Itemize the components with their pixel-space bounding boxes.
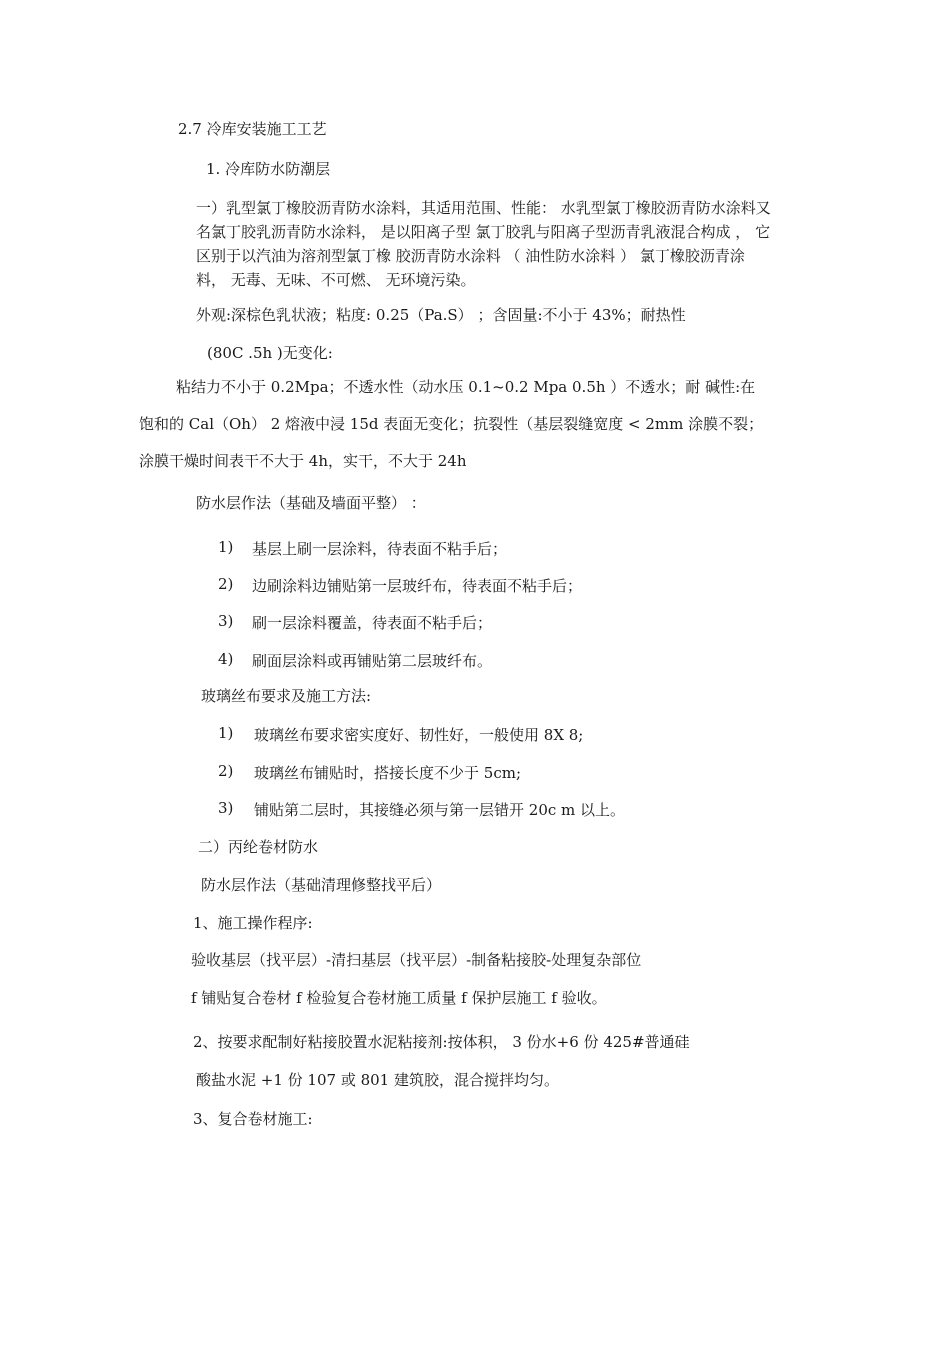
step1-line-2: f 铺贴复合卷材 f 检验复合卷材施工质量 f 保护层施工 f 验收。 (191, 989, 607, 1007)
part1-heading-line-1: 一）乳型氯丁橡胶沥青防水涂料，其适用范围、性能： 水乳型氯丁橡胶沥青防水涂料又 (196, 199, 771, 217)
section-title: 2.7 冷库安装施工工艺 (178, 120, 327, 138)
step3-heading: 3、复合卷材施工: (193, 1110, 313, 1128)
glass-heading: 玻璃丝布要求及施工方法: (201, 687, 372, 705)
step1-heading: 1、施工操作程序: (193, 914, 313, 932)
part2-heading: 二）丙纶卷材防水 (198, 838, 319, 856)
step2-line-1: 2、按要求配制好粘接胶置水泥粘接剂:按体积， 3 份水+6 份 425#普通硅 (193, 1033, 690, 1051)
method-step-1-num: 1) (218, 538, 234, 556)
step1-line-1: 验收基层（找平层）-清扫基层（找平层）-制备粘接胶-处理复杂部位 (191, 951, 642, 969)
part1-heading-line-3: 区别于以汽油为溶剂型氯丁橡 胶沥青防水涂料 （ 油性防水涂料 ） 氯丁橡胶沥青涂 (196, 247, 745, 265)
glass-step-2-num: 2) (218, 762, 234, 780)
props-line-4: 饱和的 Cal（Oh） 2 熔液中浸 15d 表面无变化；抗裂性（基层裂缝宽度 < 2mm 涂膜不裂； (139, 415, 764, 433)
props-line-2: (80C .5h )无变化: (207, 344, 333, 362)
method-step-2-text: 边刷涂料边铺贴第一层玻纤布，待表面不粘手后； (252, 577, 583, 595)
method-heading: 防水层作法（基础及墙面平整） ： (196, 494, 426, 512)
glass-step-3-num: 3) (218, 799, 234, 817)
method-step-4-text: 刷面层涂料或再铺贴第二层玻纤布。 (252, 652, 493, 670)
props-line-5: 涂膜干燥时间表干不大于 4h，实干，不大于 24h (139, 452, 467, 470)
glass-step-1-num: 1) (218, 724, 234, 742)
glass-step-3-text: 铺贴第二层时，其接缝必须与第一层错开 20c m 以上。 (254, 801, 626, 819)
method-step-3-text: 刷一层涂料覆盖，待表面不粘手后； (252, 614, 493, 632)
method-step-4-num: 4) (218, 650, 234, 668)
section-subtitle: 1. 冷库防水防潮层 (206, 160, 331, 178)
method-step-3-num: 3) (218, 612, 234, 630)
step2-line-2: 酸盐水泥 +1 份 107 或 801 建筑胶，混合搅拌均匀。 (196, 1071, 559, 1089)
glass-step-1-text: 玻璃丝布要求密实度好、韧性好，一般使用 8X 8; (254, 726, 584, 744)
method-step-1-text: 基层上刷一层涂料，待表面不粘手后； (252, 540, 508, 558)
props-line-1: 外观:深棕色乳状液；粘度: 0.25（Pa.S） ；含固量:不小于 43%；耐热性 (196, 306, 686, 324)
part1-heading-line-4: 料， 无毒、无味、不可燃、 无环境污染。 (196, 271, 476, 289)
part2-method-heading: 防水层作法（基础清理修整找平后） (201, 876, 442, 894)
method-step-2-num: 2) (218, 575, 234, 593)
glass-step-2-text: 玻璃丝布铺贴时，搭接长度不少于 5cm; (254, 764, 521, 782)
part1-heading-line-2: 名氯丁胶乳沥青防水涂料， 是以阳离子型 氯丁胶乳与阳离子型沥青乳液混合构成 ， 它 (196, 223, 771, 241)
props-line-3: 粘结力不小于 0.2Mpa；不透水性（动水压 0.1~0.2 Mpa 0.5h ）不透水；耐 碱性:在 (176, 378, 756, 396)
